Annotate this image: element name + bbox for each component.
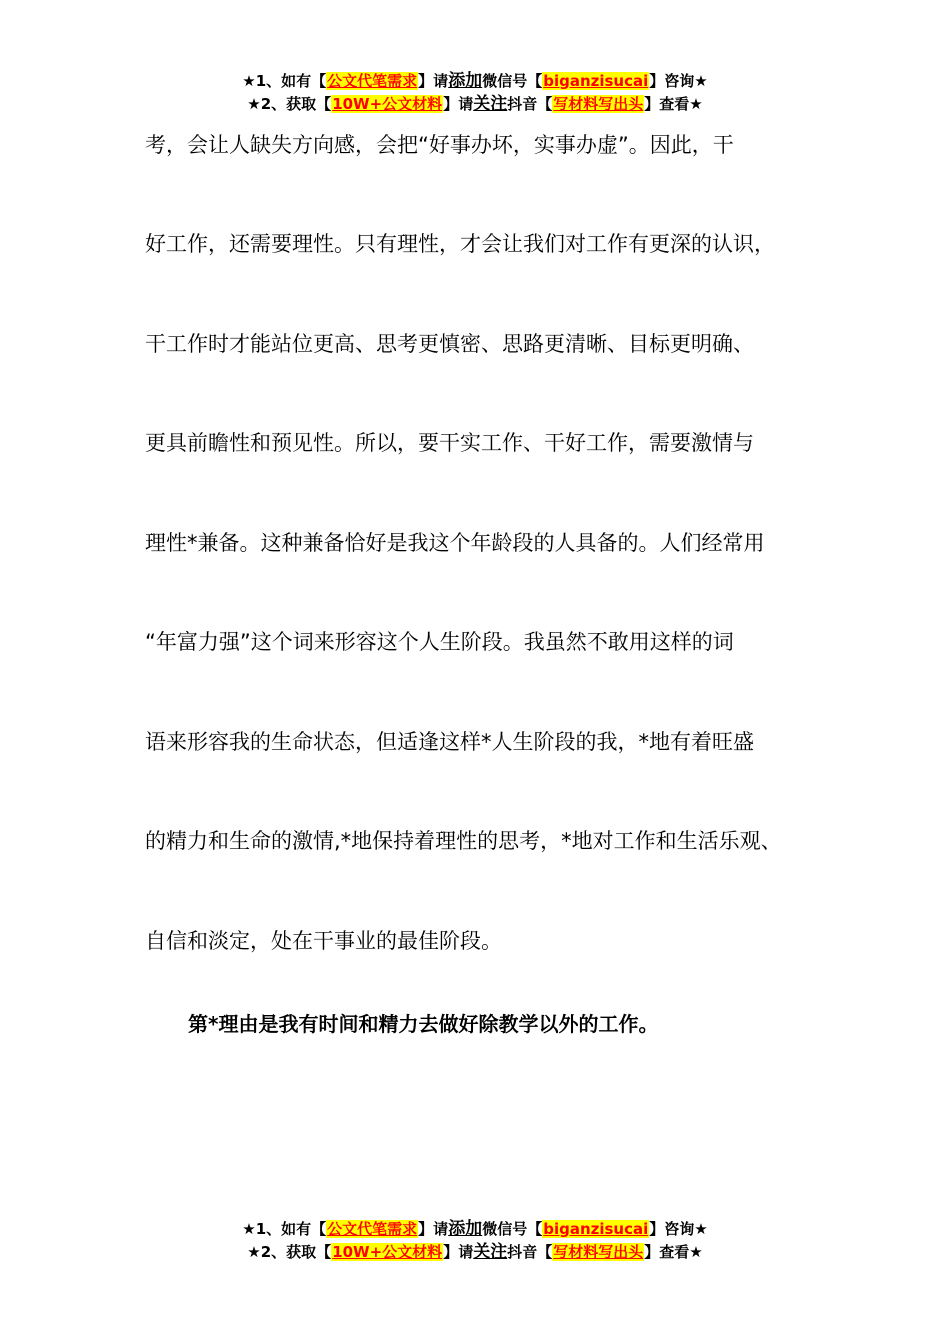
banner-text: 抖音【: [507, 1243, 553, 1261]
body-line-6: “年富力强”这个词来形容这个人生阶段。我虽然不敢用这样的词: [145, 630, 734, 654]
add-underlined-text: 添加: [448, 71, 483, 91]
banner-text: 】咨询★: [649, 1220, 708, 1238]
wechat-service-highlight: 公文代笔需求: [327, 1220, 418, 1238]
materials-highlight: 10W+公文材料: [332, 1243, 443, 1261]
follow-underlined-text: 关注: [473, 1242, 508, 1262]
body-line-2: 好工作，还需要理性。只有理性，才会让我们对工作有更深的认识，: [145, 232, 775, 256]
body-line-1: 考，会让人缺失方向感，会把“好事办坏，实事办虚”。因此，干: [145, 133, 734, 157]
body-line-8: 的精力和生命的激情,*地保持着理性的思考，*地对工作和生活乐观、: [145, 829, 782, 853]
banner-text: ★1、如有【: [242, 72, 327, 90]
banner-text: 】请: [443, 1243, 474, 1261]
body-line-5: 理性*兼备。这种兼备恰好是我这个年龄段的人具备的。人们经常用: [145, 531, 765, 555]
header-banner-line-1: [0, 70, 950, 93]
banner-text: 】查看★: [644, 1243, 703, 1261]
footer-banner-line-2: [0, 1241, 950, 1264]
wechat-service-highlight: 公文代笔需求: [327, 72, 418, 90]
douyin-account-highlight: 写材料写出头: [553, 1243, 644, 1261]
banner-text: 】请: [443, 95, 474, 113]
footer-banner: [0, 1218, 950, 1264]
body-line-9: 自信和淡定，处在干事业的最佳阶段。: [145, 929, 502, 953]
footer-banner-line-1: [0, 1218, 950, 1241]
banner-text: 】咨询★: [649, 72, 708, 90]
banner-text: ★2、获取【: [247, 1243, 332, 1261]
header-banner: [0, 70, 950, 116]
section-heading: 第*理由是我有时间和精力去做好除教学以外的工作。: [188, 1012, 659, 1036]
banner-text: 抖音【: [507, 95, 553, 113]
follow-underlined-text: 关注: [473, 94, 508, 114]
body-line-4: 更具前瞻性和预见性。所以，要干实工作、干好工作，需要激情与: [145, 431, 754, 455]
header-banner-line-2: [0, 93, 950, 116]
materials-highlight: 10W+公文材料: [332, 95, 443, 113]
wechat-id-highlight: biganzisucai: [543, 1220, 649, 1238]
add-underlined-text: 添加: [448, 1219, 483, 1239]
banner-text: 】请: [418, 72, 449, 90]
banner-text: 微信号【: [482, 1220, 543, 1238]
douyin-account-highlight: 写材料写出头: [553, 95, 644, 113]
body-line-7: 语来形容我的生命状态，但适逢这样*人生阶段的我，*地有着旺盛: [145, 730, 754, 754]
wechat-id-highlight: biganzisucai: [543, 72, 649, 90]
banner-text: 】请: [418, 1220, 449, 1238]
banner-text: ★1、如有【: [242, 1220, 327, 1238]
banner-text: 微信号【: [482, 72, 543, 90]
body-line-3: 干工作时才能站位更高、思考更慎密、思路更清晰、目标更明确、: [145, 332, 754, 356]
banner-text: 】查看★: [644, 95, 703, 113]
banner-text: ★2、获取【: [247, 95, 332, 113]
